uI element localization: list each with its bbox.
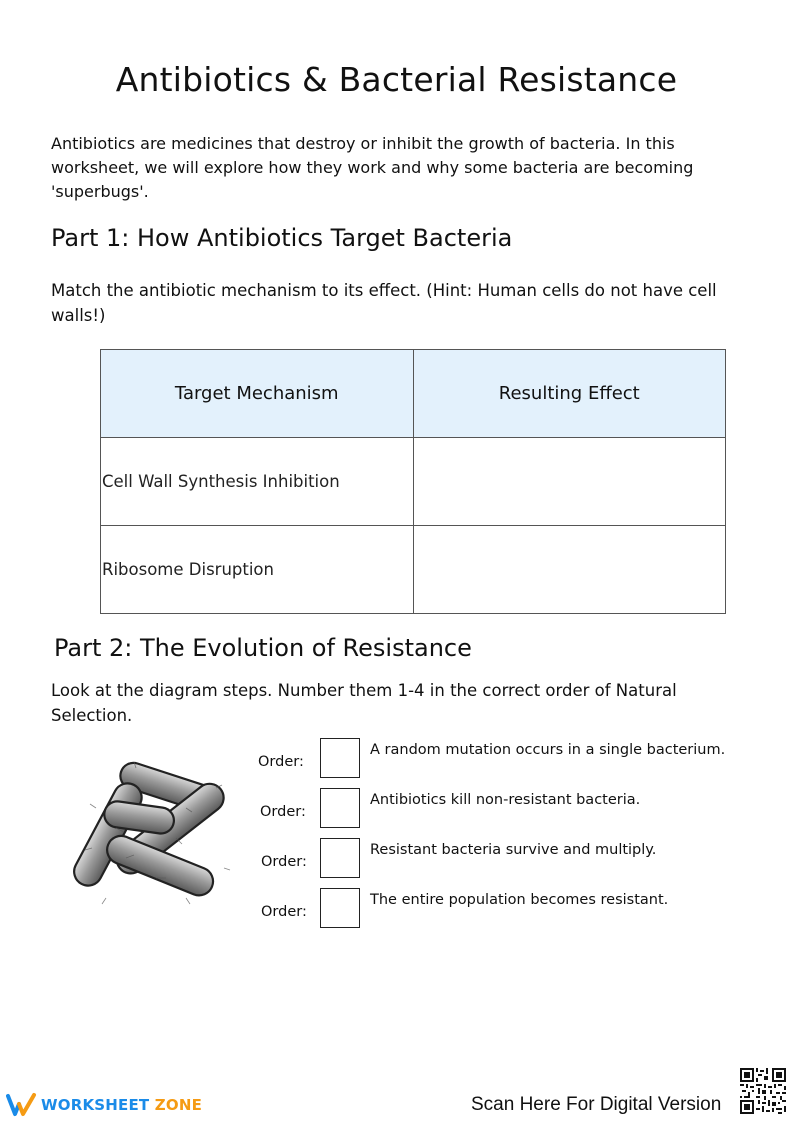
table-header-effect: Resulting Effect [413, 350, 725, 438]
order-answer-box[interactable] [320, 838, 360, 878]
part2-instruction: Look at the diagram steps. Number them 1-4 in the correct order of Natural Selection. [51, 681, 677, 725]
order-answer-box[interactable] [320, 888, 360, 928]
mechanism-effect-table [100, 349, 726, 614]
bacteria-illustration [66, 748, 234, 918]
part2-heading: Part 2: The Evolution of Resistance [54, 634, 472, 662]
order-answer-box[interactable] [320, 788, 360, 828]
order-label: Order: [261, 854, 307, 870]
logo-wordmark [41, 1096, 202, 1114]
page-title: Antibiotics & Bacterial Resistance [115, 60, 678, 99]
order-label: Order: [258, 754, 304, 770]
mechanism-cell: Ribosome Disruption [101, 526, 414, 614]
table-header-row [101, 350, 726, 438]
intro-paragraph: Antibiotics are medicines that destroy or inhibit the growth of bacteria. In this worksheet, we will explore how they work and why some bacteria are becoming 'superbugs'. [51, 134, 694, 201]
table-row [101, 526, 726, 614]
step-text: A random mutation occurs in a single bacterium. [370, 742, 726, 758]
order-step-2 [250, 788, 750, 830]
step-text: Antibiotics kill non-resistant bacteria. [370, 792, 641, 808]
part1-instruction: Match the antibiotic mechanism to its effect. (Hint: Human cells do not have cell walls!) [51, 281, 717, 325]
w-logo-icon [6, 1092, 38, 1118]
part1-heading: Part 1: How Antibiotics Target Bacteria [51, 224, 513, 252]
logo-word-zone: ZONE [154, 1096, 203, 1114]
order-step-4 [250, 888, 750, 930]
order-label: Order: [260, 804, 306, 820]
scan-caption: Scan Here For Digital Version [471, 1094, 722, 1115]
order-label: Order: [261, 904, 307, 920]
effect-answer-cell[interactable] [413, 526, 725, 614]
table-row [101, 438, 726, 526]
effect-answer-cell[interactable] [413, 438, 725, 526]
mechanism-cell: Cell Wall Synthesis Inhibition [101, 438, 414, 526]
qr-code-icon[interactable] [740, 1068, 786, 1114]
logo-word-worksheet: WORKSHEET [41, 1096, 150, 1114]
order-step-1 [250, 738, 750, 780]
step-text: The entire population becomes resistant. [370, 892, 669, 908]
table-header-mechanism: Target Mechanism [101, 350, 414, 438]
order-step-3 [250, 838, 750, 880]
worksheet-zone-logo [6, 1092, 202, 1118]
step-text: Resistant bacteria survive and multiply. [370, 842, 657, 858]
order-answer-box[interactable] [320, 738, 360, 778]
